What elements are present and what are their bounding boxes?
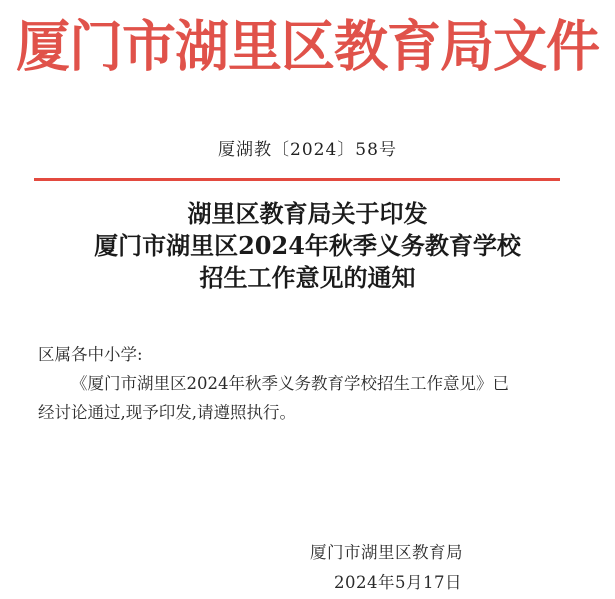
document-number: 厦湖教〔2024〕58号 [218,140,397,160]
title-line-3: 招生工作意见的通知 [199,263,416,292]
signature-issuer: 厦门市湖里区教育局 [310,543,463,562]
salutation: 区属各中小学: [38,345,143,364]
body-paragraph-line-1: 《厦门市湖里区2024年秋季义务教育学校招生工作意见》已 [71,374,509,393]
title-line-2: 厦门市湖里区2024年秋季义务教育学校 [94,231,521,260]
document-title [0,198,615,294]
signature-date: 2024年5月17日 [334,573,462,592]
signature-block [310,538,570,598]
document-body [38,340,583,427]
title-line-1: 湖里区教育局关于印发 [187,199,428,228]
issuer-masthead: 厦门市湖里区教育局文件 [16,13,599,79]
red-separator-rule [34,178,560,181]
body-paragraph-line-2: 经讨论通过,现予印发,请遵照执行。 [38,403,296,422]
